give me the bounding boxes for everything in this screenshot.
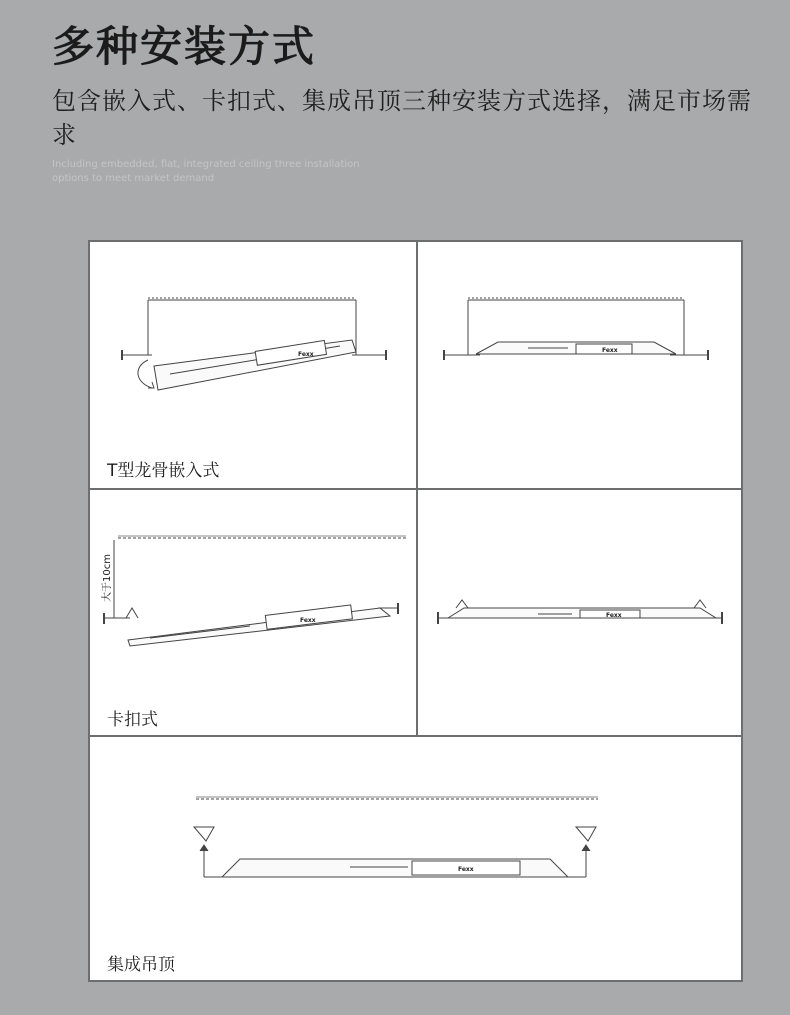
clip-install-tilted-diagram <box>90 490 416 735</box>
clip-brand-mark: Fexx <box>300 617 316 624</box>
integrated-ceiling-diagram <box>90 737 741 982</box>
t-bar-flat-brand-mark: Fexx <box>602 347 618 354</box>
t-bar-install-label: T型龙骨嵌入式 <box>107 461 220 481</box>
clip-install-flat-diagram <box>418 490 743 735</box>
integrated-install-label: 集成吊顶 <box>107 955 175 975</box>
clip-dimension-note: 大于10cm <box>102 554 113 602</box>
clip-flat-brand-mark: Fexx <box>606 612 622 619</box>
integrated-brand-mark: Fexx <box>458 866 474 873</box>
page-subtitle-english: Including embedded, flat, integrated ceiling three installation options to meet market demand <box>52 159 360 184</box>
installation-grid <box>88 240 743 982</box>
t-bar-brand-mark: Fexx <box>298 351 314 358</box>
page-title: 多种安装方式 <box>52 22 317 71</box>
page-subtitle: 包含嵌入式、卡扣式、集成吊顶三种安装方式选择，满足市场需求 <box>52 87 752 149</box>
t-bar-install-flat-diagram <box>418 242 743 488</box>
clip-install-label: 卡扣式 <box>107 710 158 730</box>
t-bar-install-tilted-diagram <box>90 242 416 488</box>
